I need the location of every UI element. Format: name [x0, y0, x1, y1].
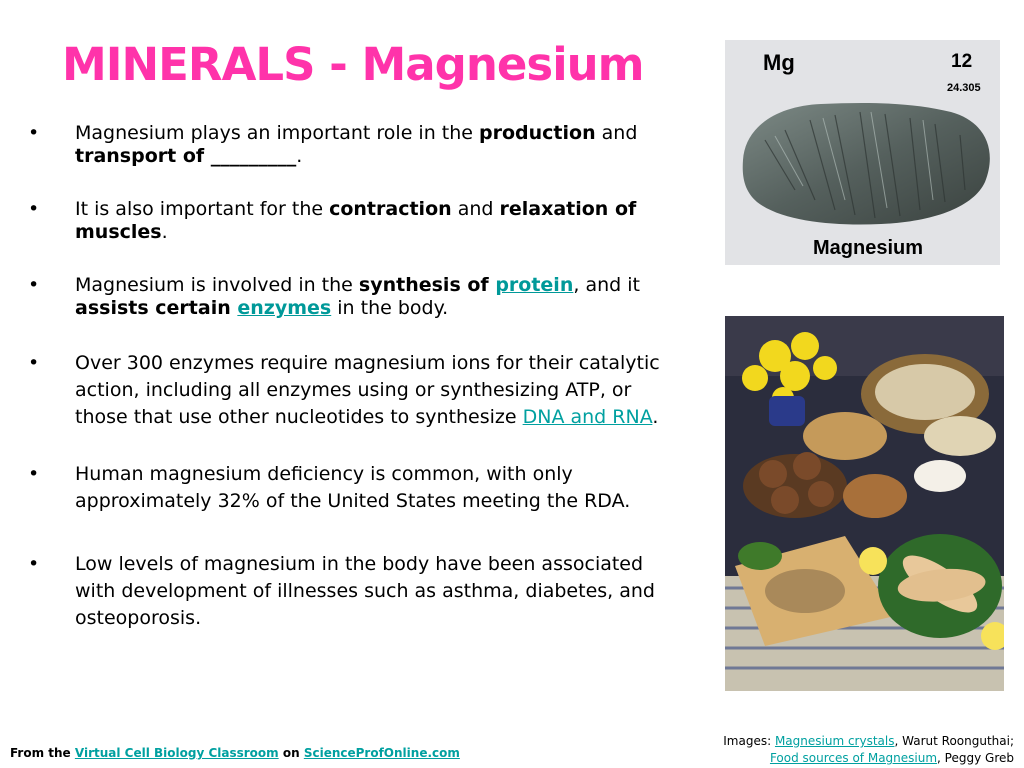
- bullet-item-illnesses: [28, 551, 688, 632]
- bullet-glyph: •: [28, 198, 40, 220]
- magnesium-element-card: [725, 40, 1000, 265]
- dna-rna-link[interactable]: DNA and RNA: [522, 406, 653, 428]
- enzymes-link[interactable]: enzymes: [237, 297, 332, 319]
- bullet-list: [28, 122, 688, 632]
- bullet-text: , and it: [573, 274, 640, 296]
- bullet-text: .: [296, 145, 303, 167]
- bullet-text: It is also important for the: [75, 198, 330, 220]
- credit-text: , Peggy Greb: [937, 751, 1014, 765]
- bullet-item-deficiency: [28, 461, 688, 515]
- bullet-glyph: •: [28, 352, 40, 374]
- scienceprofonline-link[interactable]: ScienceProfOnline.com: [303, 746, 460, 760]
- protein-link[interactable]: protein: [495, 274, 574, 296]
- magnesium-crystals-link[interactable]: Magnesium crystals: [774, 734, 895, 748]
- bullet-item-enzymes: [28, 350, 688, 431]
- bullet-text: .: [652, 406, 659, 428]
- bold-term: synthesis of: [358, 274, 496, 296]
- bullet-item-protein: [28, 274, 688, 320]
- bullet-text: Low levels of magnesium in the body have been associated with development of illnesses such as asthma, diabetes, and osteoporosis.: [75, 553, 655, 629]
- bullet-text: and: [595, 122, 638, 144]
- bold-term: contraction: [329, 198, 452, 220]
- image-credits: [723, 733, 1014, 767]
- bullet-item-production: [28, 122, 688, 168]
- bold-term: transport of _________: [75, 145, 297, 167]
- bullet-text: Magnesium is involved in the: [75, 274, 359, 296]
- footer-text: on: [278, 746, 304, 760]
- element-name: Magnesium: [813, 237, 924, 259]
- bullet-glyph: •: [28, 274, 40, 296]
- bold-term: relaxation of muscles: [75, 198, 637, 243]
- bullet-glyph: •: [28, 553, 40, 575]
- bold-term: assists certain: [75, 297, 238, 319]
- footer-text: From the: [10, 746, 75, 760]
- bullet-item-muscles: [28, 198, 688, 244]
- bullet-text: .: [161, 221, 168, 243]
- food-sources-link[interactable]: Food sources of Magnesium: [769, 751, 938, 765]
- element-symbol: Mg: [763, 50, 795, 75]
- bullet-text: Human magnesium deficiency is common, with only approximately 32% of the United States meeting the RDA.: [75, 463, 631, 512]
- bullet-glyph: •: [28, 463, 40, 485]
- virtual-cell-biology-link[interactable]: Virtual Cell Biology Classroom: [74, 746, 279, 760]
- credit-text: Images:: [723, 734, 775, 748]
- bullet-text: Magnesium plays an important role in the: [75, 122, 480, 144]
- bullet-text: and: [451, 198, 500, 220]
- bullet-text: in the body.: [331, 297, 449, 319]
- bullet-glyph: •: [28, 122, 40, 144]
- food-sources-image: [725, 316, 1004, 691]
- slide-title: MINERALS - Magnesium: [62, 38, 644, 91]
- bold-term: production: [479, 122, 596, 144]
- credit-text: , Warut Roonguthai;: [894, 734, 1014, 748]
- bullet-text: Over 300 enzymes require magnesium ions for their catalytic action, including all enzymes using or synthesizing ATP, or those that use other nucleotides to synthesize: [75, 352, 660, 428]
- atomic-number: 12: [951, 51, 973, 72]
- atomic-mass: 24.305: [947, 82, 981, 94]
- footer-attribution: [10, 746, 460, 760]
